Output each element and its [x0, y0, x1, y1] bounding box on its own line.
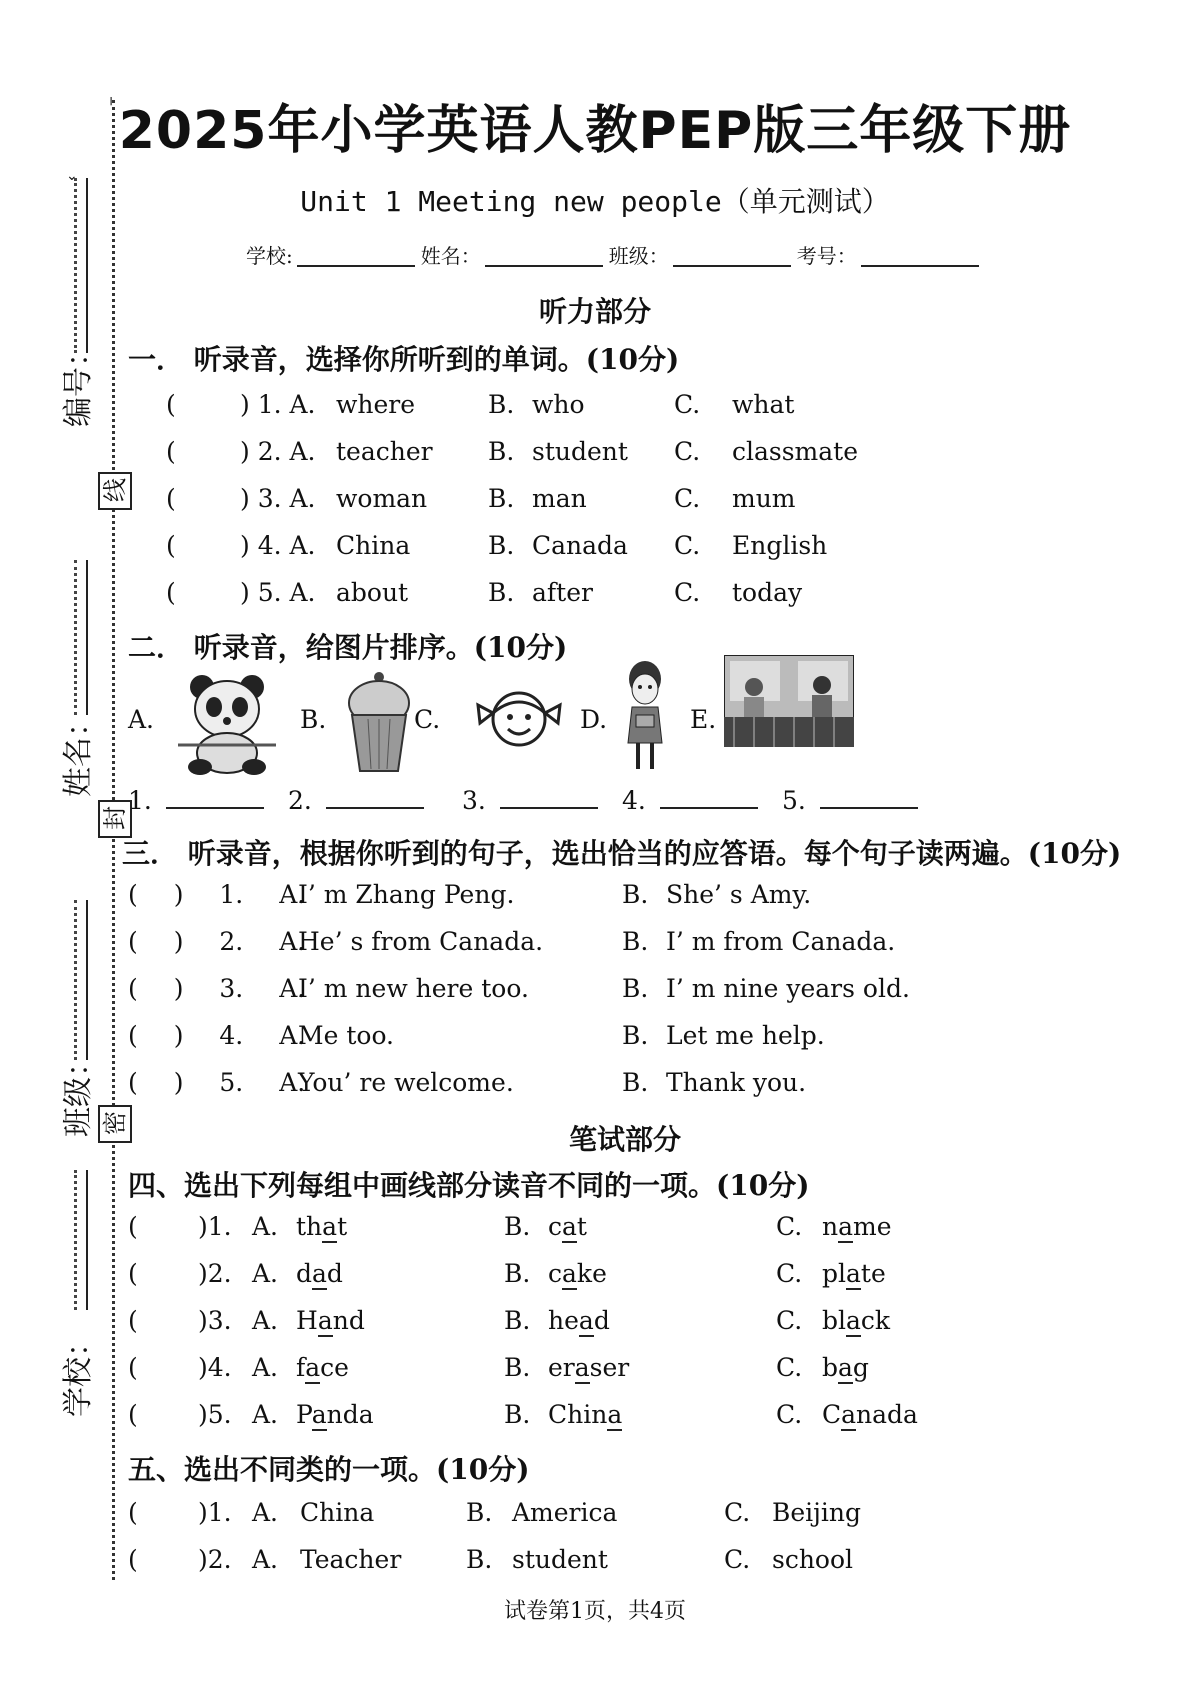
option-b-label: B.	[504, 1259, 531, 1288]
question-number: )1.	[198, 1498, 232, 1527]
option-a-part: nda	[326, 1400, 374, 1429]
option-a[interactable]: about	[336, 578, 409, 607]
section1-title: 一． 听录音，选择你所听到的单词。(10分)	[128, 343, 680, 376]
answer-paren[interactable]: (	[166, 578, 176, 607]
option-b[interactable]	[548, 1353, 629, 1382]
section3-title: 三． 听录音，根据你听到的句子，选出恰当的应答语。每个句子读两遍。(10分)	[122, 837, 1122, 870]
classroom-photo-icon	[724, 655, 854, 747]
option-a-part: nd	[332, 1306, 365, 1335]
option-a-label: A.	[252, 1306, 279, 1335]
option-b[interactable]: I’ m nine years old.	[666, 974, 910, 1003]
option-b[interactable]	[548, 1306, 610, 1335]
question-number: )3.	[198, 1306, 232, 1335]
option-b[interactable]	[548, 1259, 607, 1288]
section5-title: 五、选出不同类的一项。(10分)	[128, 1453, 530, 1486]
margin-underline-school	[86, 1170, 88, 1310]
option-a-label: A.	[252, 1545, 279, 1574]
option-a-part: a	[311, 1400, 327, 1429]
option-b-part: a	[562, 1259, 577, 1288]
option-a-part: a	[305, 1353, 321, 1382]
panda-icon	[172, 667, 282, 777]
option-b[interactable]: student	[532, 437, 628, 466]
option-b-part: Chin	[548, 1400, 608, 1429]
option-c[interactable]	[822, 1353, 869, 1382]
margin-label-name: 姓名：	[61, 707, 96, 797]
question-number: )4.	[198, 1353, 232, 1382]
option-b[interactable]	[548, 1212, 587, 1241]
class-label: 班级：	[608, 244, 669, 268]
option-b-label: B.	[488, 578, 515, 607]
option-c-label: C.	[674, 578, 701, 607]
answer-paren[interactable]: (	[128, 1212, 138, 1241]
option-a-part: a	[312, 1259, 327, 1288]
option-c[interactable]: mum	[732, 484, 796, 513]
option-a[interactable]: teacher	[336, 437, 433, 466]
option-c[interactable]: English	[732, 531, 828, 560]
option-a[interactable]: Teacher	[300, 1545, 402, 1574]
picture-label-b: B.	[300, 705, 327, 734]
option-b-part: a	[574, 1353, 590, 1382]
margin-label-school: 学校：	[61, 1327, 96, 1417]
order-blank-1[interactable]: 1.	[128, 785, 264, 815]
option-a[interactable]: I’ m Zhang Peng.	[298, 880, 515, 909]
option-a[interactable]: woman	[336, 484, 428, 513]
option-a-label: A.	[252, 1212, 279, 1241]
option-a-part: d	[326, 1259, 343, 1288]
section2-title: 二． 听录音，给图片排序。(10分)	[128, 631, 568, 664]
seal-line-box: 线	[98, 472, 132, 510]
answer-paren[interactable]: (	[128, 1259, 138, 1288]
option-b-label: B.	[488, 531, 515, 560]
margin-dotted-line	[74, 560, 77, 715]
option-a-part: H	[296, 1306, 318, 1335]
option-b-part: c	[548, 1259, 563, 1288]
seal-secret-box: 密	[98, 1105, 132, 1143]
section4-title: 四、选出下列每组中画线部分读音不同的一项。(10分)	[128, 1169, 810, 1202]
option-c-label: C.	[724, 1545, 751, 1574]
option-c[interactable]	[822, 1259, 886, 1288]
option-a[interactable]	[296, 1259, 343, 1288]
question-number[interactable]: ( ) 1. A.	[128, 880, 306, 909]
margin-tick-mark: ⌄	[66, 168, 78, 184]
page-footer: 试卷第1页，共4页	[504, 1599, 686, 1624]
answer-paren[interactable]: (	[128, 1400, 138, 1429]
question-number: ) 2. A.	[240, 437, 316, 466]
question-number[interactable]: ( ) 4. A.	[128, 1021, 306, 1050]
question-number: ) 5. A.	[240, 578, 316, 607]
option-a[interactable]: where	[336, 390, 416, 419]
margin-tick-mark: ╵	[107, 98, 116, 114]
option-a[interactable]	[296, 1212, 347, 1241]
option-c-label: C.	[674, 437, 701, 466]
option-c-label: C.	[776, 1259, 803, 1288]
option-b-part: er	[548, 1353, 575, 1382]
option-c-part: me	[853, 1212, 892, 1241]
picture-row	[128, 675, 928, 775]
picture-label-c: C.	[414, 705, 441, 734]
name-label: 姓名：	[420, 244, 481, 268]
option-a[interactable]: He’ s from Canada.	[298, 927, 544, 956]
option-b[interactable]: She’ s Amy.	[666, 880, 812, 909]
question-number: ) 1. A.	[240, 390, 316, 419]
option-a[interactable]: You’ re welcome.	[298, 1068, 514, 1097]
option-b-label: B.	[466, 1498, 493, 1527]
option-a-part: P	[296, 1400, 312, 1429]
margin-underline-class	[86, 900, 88, 1060]
option-b-label: B.	[622, 974, 649, 1003]
option-a[interactable]	[296, 1353, 349, 1382]
option-c[interactable]	[822, 1400, 918, 1429]
option-b[interactable]: I’ m from Canada.	[666, 927, 896, 956]
question-number: ) 3. A.	[240, 484, 316, 513]
school-blank[interactable]	[297, 245, 415, 267]
option-b-label: B.	[622, 1021, 649, 1050]
option-c-part: bl	[822, 1306, 846, 1335]
option-a-label: A.	[252, 1259, 279, 1288]
option-a-part: ce	[320, 1353, 349, 1382]
option-c-part: g	[852, 1353, 869, 1382]
option-b-label: B.	[466, 1545, 493, 1574]
option-a-label: A.	[252, 1400, 279, 1429]
question-number: )2.	[198, 1259, 232, 1288]
listening-section-header: 听力部分	[538, 295, 651, 328]
margin-label-class: 班级：	[61, 1047, 96, 1137]
option-a[interactable]: I’ m new here too.	[298, 974, 529, 1003]
option-c-label: C.	[674, 531, 701, 560]
option-b-label: B.	[622, 927, 649, 956]
answer-paren[interactable]: (	[166, 531, 176, 560]
picture-label-a: A.	[128, 705, 155, 734]
option-b[interactable]: America	[512, 1498, 618, 1527]
girl-face-icon	[476, 683, 562, 753]
class-blank[interactable]	[673, 245, 791, 267]
option-c-part: nada	[856, 1400, 918, 1429]
question-number: )2.	[198, 1545, 232, 1574]
margin-dotted-line	[74, 900, 77, 1060]
option-c[interactable]: what	[732, 390, 795, 419]
girl-with-book-icon	[620, 657, 670, 775]
option-b[interactable]: man	[532, 484, 587, 513]
question-number[interactable]: ( ) 3. A.	[128, 974, 306, 1003]
exam-number-label: 考号：	[796, 244, 857, 268]
exam-number-blank[interactable]	[861, 245, 979, 267]
question-number[interactable]: ( ) 2. A.	[128, 927, 306, 956]
option-b-part: d	[593, 1306, 610, 1335]
order-blank-4[interactable]: 4.	[622, 785, 758, 815]
option-a-label: A.	[252, 1498, 279, 1527]
option-b[interactable]: Thank you.	[666, 1068, 807, 1097]
option-c-part: pl	[822, 1259, 846, 1288]
option-b-part: ser	[589, 1353, 630, 1382]
option-a[interactable]	[296, 1400, 374, 1429]
margin-label-number: 编号：	[61, 337, 96, 427]
answer-paren[interactable]: (	[166, 484, 176, 513]
option-a-label: A.	[252, 1353, 279, 1382]
option-c[interactable]	[822, 1212, 892, 1241]
option-c-label: C.	[674, 390, 701, 419]
option-b[interactable]: Canada	[532, 531, 628, 560]
option-a-part: a	[322, 1212, 338, 1241]
option-c-part: C	[822, 1400, 842, 1429]
question-number: ) 4. A.	[240, 531, 316, 560]
option-b-label: B.	[504, 1400, 531, 1429]
question-number: )5.	[198, 1400, 232, 1429]
option-b-part: a	[578, 1306, 594, 1335]
question-number[interactable]: ( ) 5. A.	[128, 1068, 306, 1097]
option-b[interactable]: student	[512, 1545, 608, 1574]
option-c-part: a	[841, 1400, 857, 1429]
option-b[interactable]: Let me help.	[666, 1021, 825, 1050]
option-b-label: B.	[504, 1212, 531, 1241]
option-a[interactable]: China	[300, 1498, 375, 1527]
picture-label-d: D.	[580, 705, 608, 734]
option-a[interactable]: China	[336, 531, 411, 560]
option-b-part: a	[607, 1400, 623, 1429]
option-b-label: B.	[622, 1068, 649, 1097]
option-c-part: a	[846, 1306, 861, 1335]
school-label: 学校:	[246, 244, 293, 268]
option-b-part: a	[562, 1212, 577, 1241]
page-title: 2025年小学英语人教PEP版三年级下册	[118, 101, 1072, 161]
answer-paren[interactable]: (	[128, 1306, 138, 1335]
order-blank-5[interactable]: 5.	[782, 785, 918, 815]
writing-section-header: 笔试部分	[568, 1123, 681, 1156]
option-a-part: t	[337, 1212, 348, 1241]
option-b-label: B.	[488, 390, 515, 419]
option-c[interactable]: Beijing	[772, 1498, 862, 1527]
unit-subtitle: Unit 1 Meeting new people（单元测试）	[300, 185, 890, 218]
option-c-part: n	[822, 1212, 839, 1241]
option-c[interactable]: classmate	[732, 437, 859, 466]
option-c-part: ck	[860, 1306, 891, 1335]
option-b[interactable]	[548, 1400, 622, 1429]
name-blank[interactable]	[485, 245, 603, 267]
margin-dotted-line	[74, 1170, 77, 1310]
option-b-label: B.	[488, 437, 515, 466]
answer-paren[interactable]: (	[128, 1498, 138, 1527]
option-c[interactable]: today	[732, 578, 803, 607]
margin-underline-name	[86, 560, 88, 715]
option-c-label: C.	[776, 1400, 803, 1429]
student-info-row	[246, 240, 985, 269]
option-b-part: c	[548, 1212, 563, 1241]
answer-paren[interactable]: (	[166, 437, 176, 466]
option-c-part: te	[860, 1259, 886, 1288]
option-c-part: a	[838, 1212, 854, 1241]
option-a-part: a	[317, 1306, 333, 1335]
option-b-label: B.	[504, 1306, 531, 1335]
cupcake-icon	[344, 667, 414, 777]
option-c-part: a	[838, 1353, 853, 1382]
order-blank-3[interactable]: 3.	[462, 785, 598, 815]
option-b-label: B.	[488, 484, 515, 513]
option-b-part: t	[576, 1212, 587, 1241]
answer-paren[interactable]: (	[128, 1545, 138, 1574]
option-a[interactable]: Me too.	[298, 1021, 394, 1050]
option-b-part: ke	[576, 1259, 607, 1288]
answer-paren[interactable]: (	[166, 390, 176, 419]
option-b[interactable]: who	[532, 390, 585, 419]
option-a-part: d	[296, 1259, 313, 1288]
seal-seal-box: 封	[98, 800, 132, 838]
option-c[interactable]: school	[772, 1545, 854, 1574]
option-c-label: C.	[776, 1353, 803, 1382]
option-c-label: C.	[724, 1498, 751, 1527]
option-a-part: f	[296, 1353, 306, 1382]
order-blank-2[interactable]: 2.	[288, 785, 424, 815]
option-c-part: b	[822, 1353, 839, 1382]
option-c-label: C.	[776, 1306, 803, 1335]
option-a-part: th	[296, 1212, 323, 1241]
option-b-label: B.	[504, 1353, 531, 1382]
option-c-label: C.	[674, 484, 701, 513]
option-c-part: a	[846, 1259, 861, 1288]
question-number: )1.	[198, 1212, 232, 1241]
option-b-part: he	[548, 1306, 579, 1335]
option-b[interactable]: after	[532, 578, 593, 607]
option-c[interactable]	[822, 1306, 890, 1335]
option-c-label: C.	[776, 1212, 803, 1241]
picture-label-e: E.	[690, 705, 717, 734]
answer-paren[interactable]: (	[128, 1353, 138, 1382]
option-a[interactable]	[296, 1306, 365, 1335]
option-b-label: B.	[622, 880, 649, 909]
